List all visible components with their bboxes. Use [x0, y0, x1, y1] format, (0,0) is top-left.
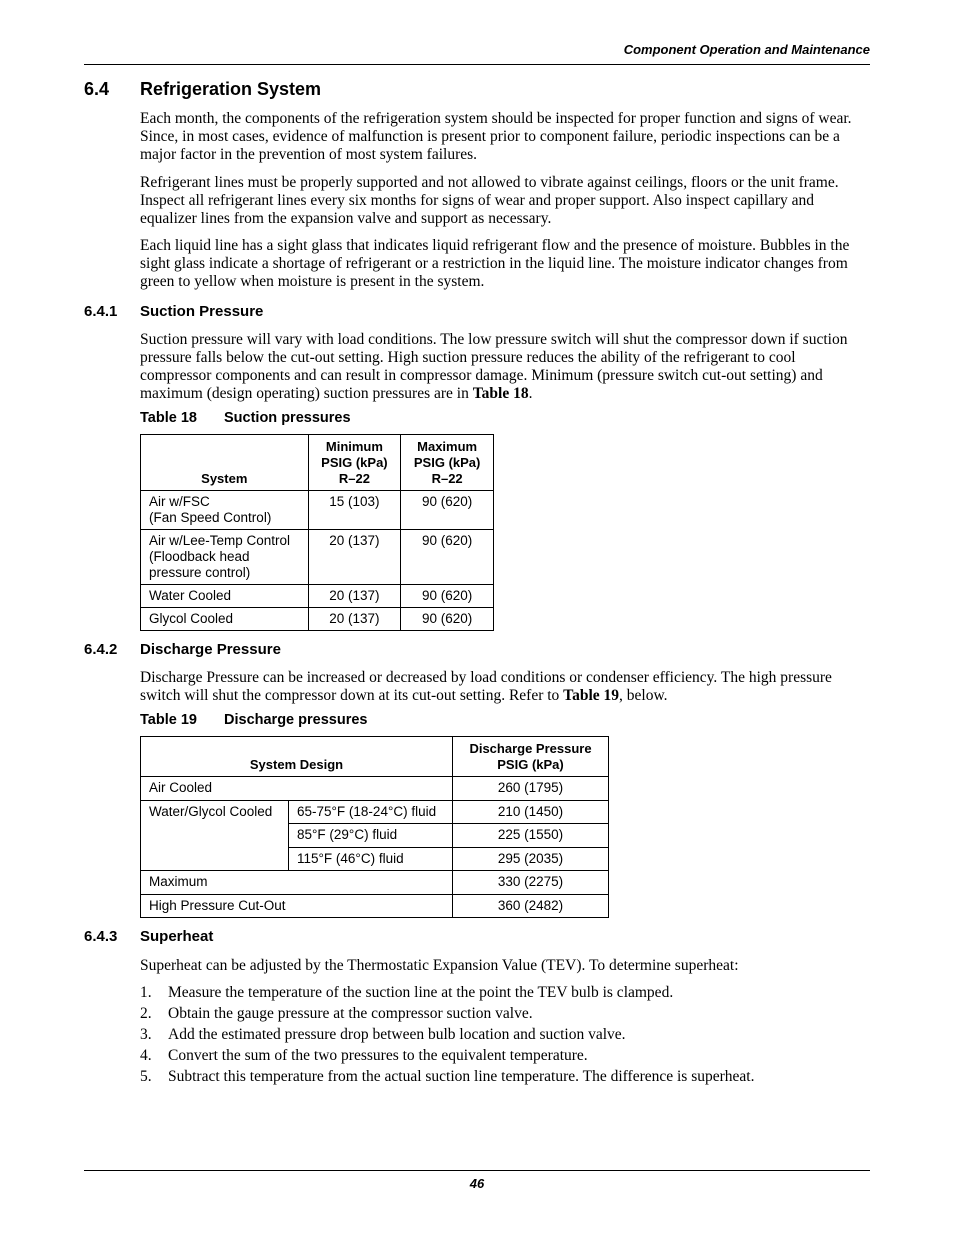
paragraph-superheat: Superheat can be adjusted by the Thermostatic Expansion Value (TEV). To determine superheat: [140, 957, 739, 974]
paragraph-suction-pressure [140, 331, 870, 403]
system-cell: Water Cooled [141, 585, 309, 608]
paragraph-text: Discharge Pressure can be increased or decreased by load conditions or condenser efficiency. The high pressure switch will shut the compressor down at its cut-out setting. Refer to [140, 669, 832, 704]
system-cell: High Pressure Cut-Out [141, 895, 453, 918]
pressure-cell: 360 (2482) [453, 895, 609, 918]
table-header-row [141, 737, 609, 777]
step-number: 3. [140, 1026, 152, 1043]
table-label: Table 18 [140, 410, 197, 426]
table-title: Suction pressures [224, 410, 351, 426]
section-title: Suction Pressure [140, 303, 264, 320]
list-item [140, 1047, 880, 1068]
table-title: Discharge pressures [224, 712, 368, 728]
paragraph-discharge-pressure [140, 669, 870, 705]
paragraph-monthly-inspection: Each month, the components of the refrigeration system should be inspected for proper function and signs of wear. Since, in most cases, evidence of malfunction is present prior to component failure, periodic inspections can be a major factor in the prevention of most system failures. [140, 110, 852, 163]
header-system-design: System Design [141, 737, 453, 777]
section-title: Superheat [140, 928, 214, 945]
step-text: Add the estimated pressure drop between bulb location and suction valve. [168, 1026, 626, 1043]
fluid-temp-cell: 65-75°F (18-24°C) fluid [289, 801, 453, 824]
max-cell: 90 (620) [401, 585, 494, 608]
section-heading-6-4-3 [84, 928, 213, 945]
fluid-temp-cell: 85°F (29°C) fluid [289, 824, 453, 848]
header-maximum: Maximum PSIG (kPa) R–22 [401, 435, 494, 491]
section-heading-6-4 [84, 79, 321, 100]
max-cell: 90 (620) [401, 491, 494, 530]
section-heading-6-4-1 [84, 303, 263, 320]
paragraph-text-end: , below. [619, 687, 668, 704]
step-text: Measure the temperature of the suction line at the point the TEV bulb is clamped. [168, 984, 674, 1001]
paragraph-text-end: . [528, 385, 533, 402]
pressure-cell: 210 (1450) [453, 801, 609, 824]
table-row [141, 777, 609, 801]
running-header: Component Operation and Maintenance [623, 42, 870, 57]
pressure-cell: 330 (2275) [453, 871, 609, 895]
table-reference-link[interactable]: Table 19 [563, 687, 620, 704]
max-cell: 90 (620) [401, 608, 494, 631]
table-header-row [141, 435, 494, 491]
min-cell: 20 (137) [308, 608, 401, 631]
page-number: 46 [469, 1176, 485, 1191]
table-18-caption [140, 410, 351, 426]
min-cell: 20 (137) [308, 530, 401, 585]
table-row [141, 608, 494, 631]
system-cell: Maximum [141, 871, 453, 895]
table-row [141, 530, 494, 585]
section-heading-6-4-2 [84, 641, 281, 658]
footer-rule [84, 1170, 870, 1171]
pressure-cell: 260 (1795) [453, 777, 609, 801]
system-cell: Water/Glycol Cooled [141, 801, 289, 871]
section-number: 6.4.3 [84, 928, 118, 945]
step-number: 4. [140, 1047, 152, 1064]
paragraph-text: Suction pressure will vary with load conditions. The low pressure switch will shut the compressor down if suction pressure falls below the cut-out setting. High suction pressure reduces the ability of the refrigerant to cool compressor components and can result in compressor damage. Minimum (pressure switch cut-out setting) and maximum (design operating) suction pressures are in [140, 331, 848, 402]
system-cell: Air Cooled [141, 777, 453, 801]
system-cell: Air w/FSC (Fan Speed Control) [141, 491, 309, 530]
step-text: Subtract this temperature from the actual suction line temperature. The difference is superheat. [168, 1068, 755, 1085]
section-title: Refrigeration System [140, 79, 322, 99]
discharge-pressures-table [140, 736, 609, 918]
list-item [140, 984, 880, 1005]
fluid-temp-cell: 115°F (46°C) fluid [289, 848, 453, 871]
paragraph-sight-glass: Each liquid line has a sight glass that indicates liquid refrigerant flow and the presence of moisture. Bubbles in the sight glass indicate a shortage of refrigerant or a restriction in the liquid line. The moisture indicator changes from green to yellow when moisture is present in the system. [140, 237, 850, 290]
step-text: Obtain the gauge pressure at the compressor suction valve. [168, 1005, 533, 1022]
step-text: Convert the sum of the two pressures to the equivalent temperature. [168, 1047, 588, 1064]
section-number: 6.4 [84, 79, 110, 99]
system-cell: Air w/Lee-Temp Control (Floodback head pressure control) [141, 530, 309, 585]
header-system: System [141, 435, 309, 491]
header-discharge-pressure: Discharge Pressure PSIG (kPa) [453, 737, 609, 777]
header-rule [84, 64, 870, 65]
section-number: 6.4.2 [84, 641, 118, 658]
table-19-caption [140, 712, 367, 728]
table-label: Table 19 [140, 712, 197, 728]
max-cell: 90 (620) [401, 530, 494, 585]
table-row [141, 871, 609, 895]
paragraph-refrigerant-lines: Refrigerant lines must be properly supported and not allowed to vibrate against ceilings, floors or the unit frame. Inspect all refrigerant lines every six months for signs of wear and proper support. Also inspect capillary and equalizer lines from the expansion valve and support as necessary. [140, 174, 839, 227]
table-row [141, 895, 609, 918]
list-item [140, 1026, 880, 1047]
pressure-cell: 225 (1550) [453, 824, 609, 848]
table-reference-link[interactable]: Table 18 [472, 385, 529, 402]
table-row [141, 585, 494, 608]
step-number: 1. [140, 984, 152, 1001]
table-row [141, 801, 609, 824]
superheat-steps-list [140, 984, 880, 1089]
step-number: 5. [140, 1068, 152, 1085]
list-item [140, 1005, 880, 1026]
system-cell: Glycol Cooled [141, 608, 309, 631]
header-minimum: Minimum PSIG (kPa) R–22 [308, 435, 401, 491]
list-item [140, 1068, 880, 1089]
min-cell: 15 (103) [308, 491, 401, 530]
section-title: Discharge Pressure [140, 641, 281, 658]
table-row [141, 491, 494, 530]
min-cell: 20 (137) [308, 585, 401, 608]
section-number: 6.4.1 [84, 303, 118, 320]
step-number: 2. [140, 1005, 152, 1022]
suction-pressures-table [140, 434, 494, 631]
pressure-cell: 295 (2035) [453, 848, 609, 871]
